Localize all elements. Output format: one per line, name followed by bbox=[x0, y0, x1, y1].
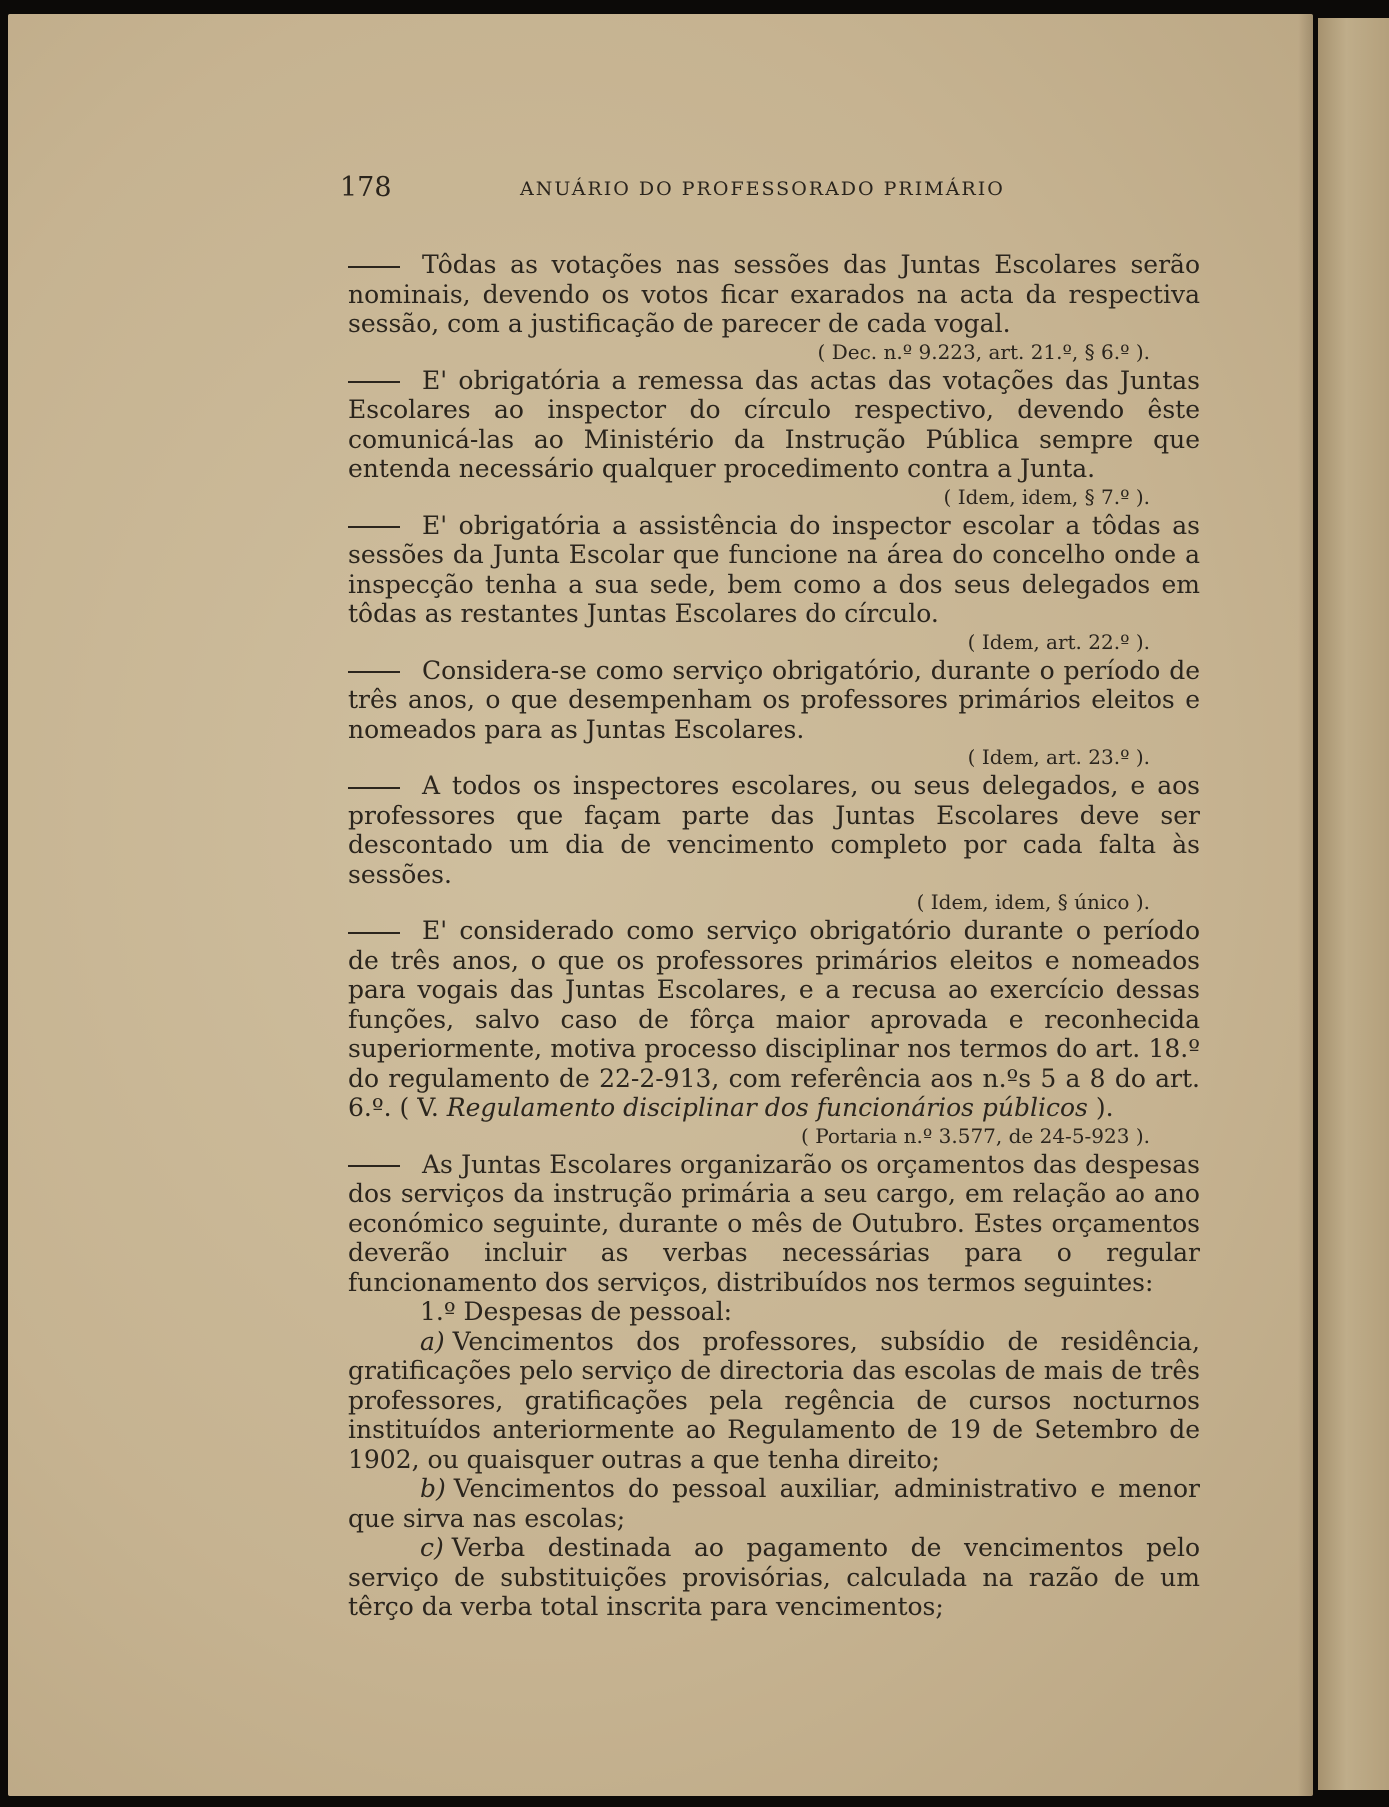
paragraph bbox=[348, 771, 1200, 889]
em-dash-rule bbox=[348, 1165, 400, 1167]
citation: ( Idem, idem, § 7.º ). bbox=[943, 484, 1150, 509]
em-dash-rule bbox=[348, 266, 400, 268]
em-dash-rule bbox=[348, 932, 400, 934]
paragraph-text: As Juntas Escolares organizarão os orçamentos das despesas dos serviços da instrução primária a seu cargo, em relação ao ano económico seguinte, durante o mês de Outubro. Estes orçamentos deverão incluir as verbas necessárias para o regular funcionamento dos serviços, distribuídos nos termos seguintes: bbox=[348, 1149, 1200, 1297]
paragraph bbox=[348, 250, 1200, 339]
citation: ( Idem, art. 22.º ). bbox=[967, 629, 1150, 654]
facing-page-edge bbox=[1318, 18, 1389, 1790]
paragraph bbox=[348, 1150, 1200, 1298]
paragraph bbox=[348, 366, 1200, 484]
item-label: b) bbox=[420, 1474, 446, 1503]
paragraph-text: Tôdas as votações nas sessões das Juntas Escolares serão nominais, devendo os votos ficar exarados na acta da respectiva sessão, com a justificação de parecer de cada vogal. bbox=[348, 250, 1200, 338]
paragraph-text: A todos os inspectores escolares, ou seus delegados, e aos professores que façam parte das Juntas Escolares deve ser descontado um dia de vencimento completo por cada falta às sessões. bbox=[348, 771, 1200, 889]
item-label: c) bbox=[420, 1533, 444, 1562]
item-label: a) bbox=[420, 1326, 445, 1356]
note-close: ). bbox=[1087, 1093, 1114, 1122]
note-title: Regulamento disciplinar dos funcionários públicos bbox=[446, 1093, 1088, 1122]
list-item bbox=[348, 1533, 1200, 1622]
em-dash-rule bbox=[348, 381, 400, 383]
citation: ( Idem, idem, § único ). bbox=[916, 890, 1150, 914]
gutter-shadow bbox=[1298, 14, 1313, 1796]
paragraph bbox=[348, 511, 1200, 629]
item-text: Verba destinada ao pagamento de vencimentos pelo serviço de substituições provisórias, calculada na razão de um têrço da verba total inscrita para vencimentos; bbox=[348, 1533, 1200, 1621]
list-item bbox=[348, 1474, 1200, 1533]
em-dash-rule bbox=[348, 526, 400, 528]
item-text: Vencimentos do pessoal auxiliar, administrativo e menor que sirva nas escolas; bbox=[348, 1474, 1200, 1533]
header-title: ANUÁRIO DO PROFESSORADO PRIMÁRIO bbox=[520, 178, 1005, 200]
citation: ( Idem, art. 23.º ). bbox=[967, 745, 1150, 769]
paragraph-text: E' considerado como serviço obrigatório durante o período de três anos, o que os professores primários eleitos e nomeados para vogais das Juntas Escolares, e a recusa ao exercício dessas funções, salvo caso de fôrça maior aprovada e reconhecida superiormente, motiva processo disciplinar nos termos do art. 18.º do regulamento de 22-2-913, com referência aos n.ºs 5 a 8 do art. 6.º. bbox=[348, 916, 1200, 1122]
paragraph-text: E' obrigatória a remessa das actas das votações das Juntas Escolares ao inspector do círculo respectivo, devendo êste comunicá-las ao Ministério da Instrução Pública sempre que entenda necessário qualquer procedimento contra a Junta. bbox=[348, 365, 1200, 483]
paragraph-text: E' obrigatória a assistência do inspector escolar a tôdas as sessões da Junta Escolar que funcione na área do concelho onde a inspecção tenha a sua sede, bem como a dos seus delegados em tôdas as restantes Juntas Escolares do círculo. bbox=[348, 510, 1200, 628]
paragraph-text: Considera-se como serviço obrigatório, durante o período de três anos, o que desempenham os professores primários eleitos e nomeados para as Juntas Escolares. bbox=[348, 655, 1200, 744]
citation: ( Portaria n.º 3.577, de 24-5-923 ). bbox=[801, 1123, 1150, 1148]
em-dash-rule bbox=[348, 671, 400, 673]
list-item bbox=[348, 1327, 1200, 1475]
paragraph bbox=[348, 656, 1200, 745]
em-dash-rule bbox=[348, 787, 400, 789]
paragraph bbox=[348, 916, 1200, 1123]
note-open: ( V. bbox=[399, 1093, 447, 1122]
body-text bbox=[348, 250, 1200, 1622]
page-number: 178 bbox=[340, 172, 392, 203]
citation: ( Dec. n.º 9.223, art. 21.º, § 6.º ). bbox=[817, 339, 1150, 364]
section-heading: 1.º Despesas de pessoal: bbox=[420, 1297, 733, 1326]
item-text: Vencimentos dos professores, subsídio de residência, gratificações pelo serviço de directoria das escolas de mais de três professores, gratificações pela regência de cursos nocturnos instituídos anteriormente ao Regulamento de 19 de Setembro de 1902, ou quaisquer outras a que tenha direito; bbox=[348, 1326, 1200, 1474]
